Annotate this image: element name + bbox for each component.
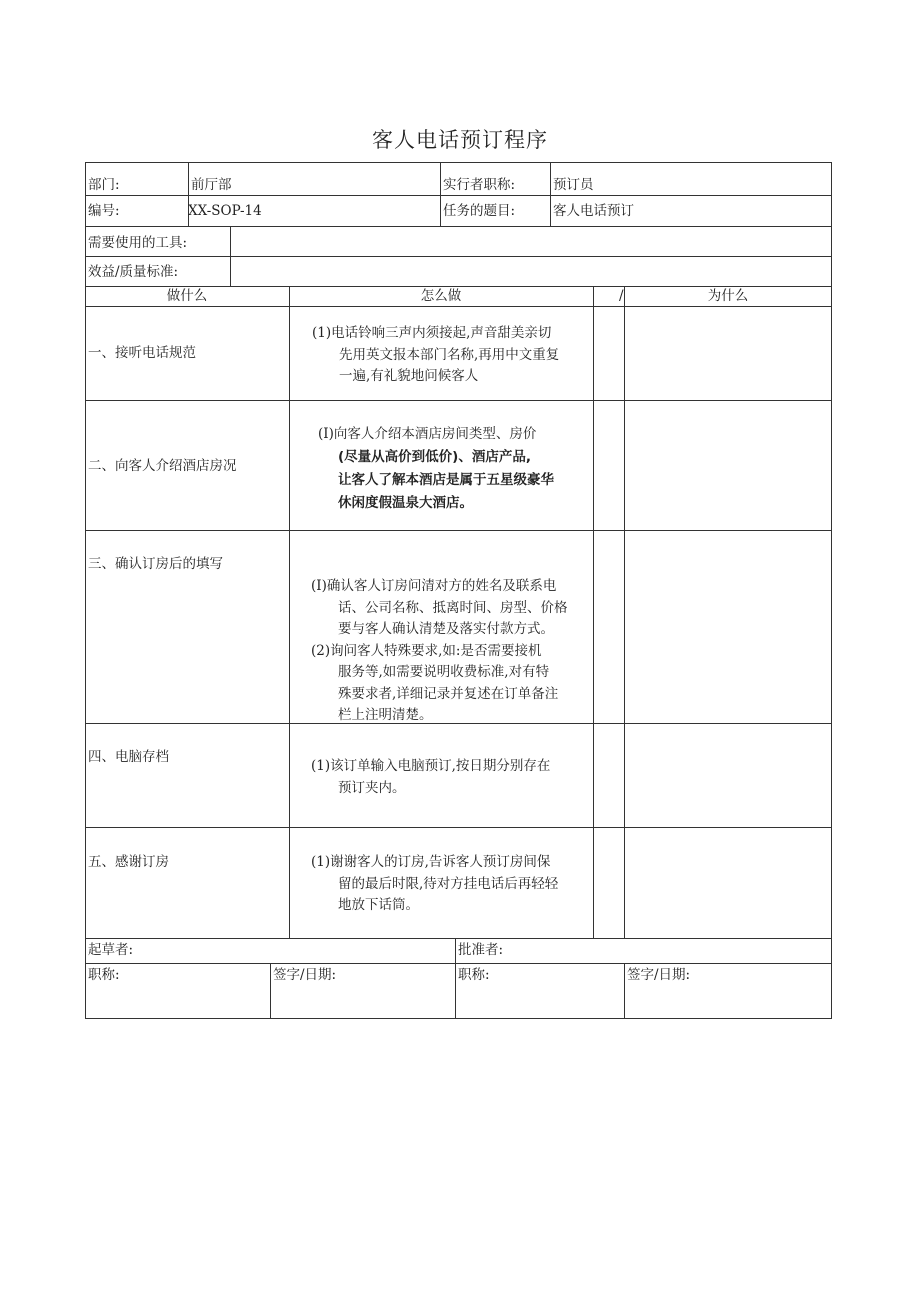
col-divider bbox=[624, 963, 625, 1019]
column-header-slash: / bbox=[619, 288, 624, 304]
task-value: 客人电话预订 bbox=[553, 203, 634, 219]
step-how-line: 殊要求者,详细记录并复述在订单备注 bbox=[338, 685, 559, 702]
col-divider bbox=[289, 286, 290, 938]
row-divider bbox=[85, 226, 832, 227]
task-label: 任务的题目: bbox=[443, 203, 516, 219]
step-how-line: 留的最后时限,待对方挂电话后再轻轻 bbox=[338, 875, 559, 892]
step-how-line: (2)询问客人特殊要求,如:是否需要接机 bbox=[311, 642, 542, 659]
column-header-why: 为什么 bbox=[707, 288, 749, 304]
step-how-line: 一遍,有礼貌地问候客人 bbox=[339, 368, 479, 384]
step-what: 三、确认订房后的填写 bbox=[88, 556, 223, 572]
step-how-line: 要与客人确认清楚及落实付款方式。 bbox=[338, 621, 554, 637]
step-how-line: (I)确认客人订房问清对方的姓名及联系电 bbox=[311, 578, 557, 594]
column-header-how: 怎么做 bbox=[420, 288, 462, 304]
quality-label: 效益/质量标准: bbox=[88, 264, 179, 280]
approver-title-label: 职称: bbox=[458, 967, 490, 983]
step-how bbox=[311, 852, 558, 917]
step-what: 一、接听电话规范 bbox=[88, 345, 196, 361]
col-divider bbox=[440, 162, 441, 226]
drafter-sign-label: 签字/日期: bbox=[273, 967, 337, 983]
step-how bbox=[318, 424, 554, 515]
code-value: XX-SOP-14 bbox=[188, 203, 262, 219]
approver-sign-label: 签字/日期: bbox=[627, 967, 691, 983]
col-divider bbox=[230, 226, 231, 286]
step-how-line: 先用英文报本部门名称,再用中文重复 bbox=[339, 346, 560, 363]
step-how-line: 服务等,如需要说明收费标准,对有特 bbox=[338, 664, 550, 680]
col-divider bbox=[593, 286, 594, 938]
page-title: 客人电话预订程序 bbox=[372, 128, 548, 152]
step-how-line: 让客人了解本酒店是属于五星级豪华 bbox=[338, 471, 554, 488]
step-how-line: 话、公司名称、抵离时间、房型、价格 bbox=[338, 599, 568, 616]
step-what: 二、向客人介绍酒店房况 bbox=[88, 458, 237, 474]
step-how-line: (I)向客人介绍本酒店房间类型、房价 bbox=[318, 426, 537, 442]
row-divider bbox=[85, 256, 832, 257]
col-divider bbox=[624, 286, 625, 938]
step-how-line: 休闲度假温泉大酒店。 bbox=[338, 494, 473, 511]
dept-value: 前厅部 bbox=[191, 177, 232, 193]
row-divider bbox=[85, 938, 832, 939]
step-how-line: 栏上注明清楚。 bbox=[338, 707, 433, 723]
col-divider bbox=[270, 963, 271, 1019]
step-what: 四、电脑存档 bbox=[88, 749, 169, 765]
role-label: 实行者职称: bbox=[443, 177, 516, 193]
step-how-line: (尽量从高价到低价)、酒店产品, bbox=[338, 448, 531, 465]
row-divider bbox=[85, 530, 832, 531]
step-how bbox=[312, 323, 559, 388]
row-divider bbox=[85, 306, 832, 307]
col-divider bbox=[550, 162, 551, 226]
step-how-line: 地放下话筒。 bbox=[338, 897, 419, 913]
row-divider bbox=[85, 963, 832, 964]
step-how bbox=[311, 576, 568, 727]
step-how-line: 预订夹内。 bbox=[338, 779, 406, 796]
drafter-label: 起草者: bbox=[88, 942, 134, 958]
step-what: 五、感谢订房 bbox=[88, 854, 169, 870]
column-header-what: 做什么 bbox=[166, 288, 208, 304]
row-divider bbox=[85, 400, 832, 401]
approver-label: 批准者: bbox=[458, 942, 504, 958]
role-value: 预订员 bbox=[553, 177, 594, 193]
row-divider bbox=[85, 195, 832, 196]
code-label: 编号: bbox=[88, 203, 120, 219]
tools-label: 需要使用的工具: bbox=[88, 235, 188, 251]
step-how-line: (1)电话铃响三声内须接起,声音甜美亲切 bbox=[312, 325, 552, 341]
drafter-title-label: 职称: bbox=[88, 967, 120, 983]
col-divider bbox=[455, 938, 456, 1019]
step-how-line: (1)该订单输入电脑预订,按日期分别存在 bbox=[311, 758, 551, 774]
dept-label: 部门: bbox=[88, 177, 120, 193]
row-divider bbox=[85, 827, 832, 828]
step-how bbox=[311, 756, 550, 799]
step-how-line: (1)谢谢客人的订房,告诉客人预订房间保 bbox=[311, 854, 551, 870]
